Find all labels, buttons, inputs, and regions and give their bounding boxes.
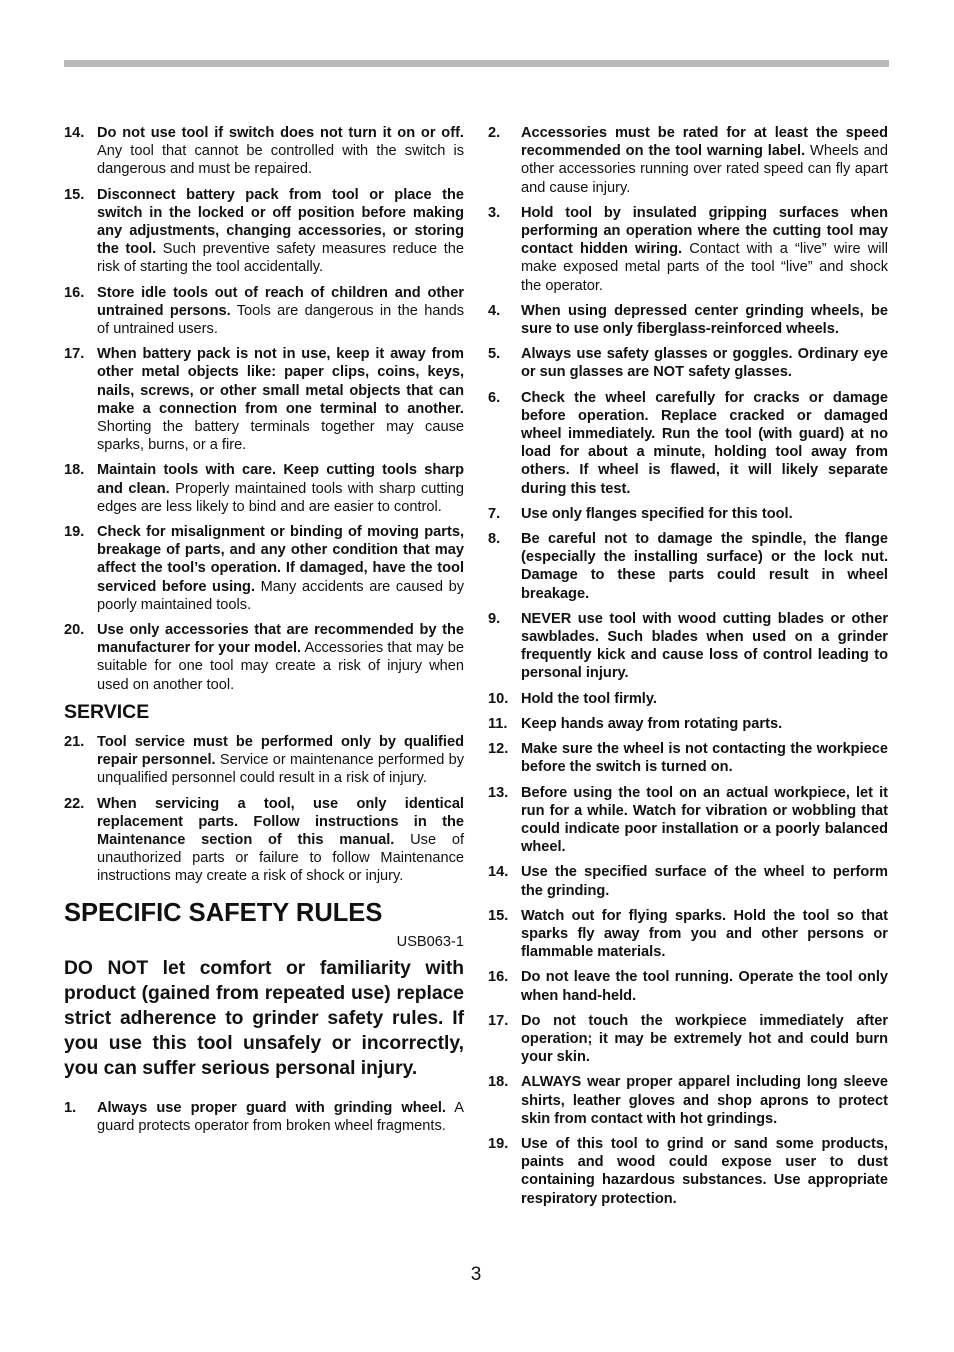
rule-number: 17. [488,1012,509,1029]
rule-number: 22. [64,795,85,812]
rule-item [488,610,888,683]
rule-number: 18. [488,1074,509,1091]
rule-number: 15. [488,907,509,924]
rule-item [488,505,888,523]
rule-text: Service or maintenance performed by unqualified personnel could result in a risk of injury. [97,752,464,787]
rule-item [64,621,464,694]
right-column [488,124,888,1215]
rule-item [488,863,888,899]
rule-text: Any tool that cannot be controlled with the switch is dangerous and must be repaired. [97,143,464,178]
rule-bold-text: Use the specified surface of the wheel to perform the grinding. [521,864,888,899]
rule-bold-text: Always use proper guard with grinding wheel. [97,1099,446,1116]
rule-item [488,715,888,733]
rule-bold-text: ALWAYS wear proper apparel including long sleeve shirts, leather gloves and shop aprons to protect skin from contact with hot grindings. [521,1074,888,1127]
rule-item [488,1073,888,1128]
rule-bold-text: Check the wheel carefully for cracks or damage before operation. Replace cracked or damaged wheel immediately. Run the tool (with guard) at no load for about a minute, holding tool away from others. If wheel is flawed, it will likely separate during this test. [521,389,888,497]
rule-number: 8. [488,531,501,548]
rule-number: 19. [64,524,85,541]
rule-bold-text: Do not leave the tool running. Operate the tool only when hand-held. [521,969,888,1004]
rule-number: 14. [488,864,509,881]
rule-number: 3. [488,204,501,221]
rule-number: 14. [64,125,85,141]
rule-number: 16. [64,284,85,301]
rule-number: 2. [488,125,501,141]
rule-bold-text: NEVER use tool with wood cutting blades or other sawblades. Such blades when used on a grinder frequently kick and cause loss of control leading to personal injury. [521,610,888,682]
rule-number: 17. [64,346,85,363]
rule-bold-text: When using depressed center grinding wheels, be sure to use only fiberglass-reinforced wheels. [521,302,888,338]
rule-text: A guard protects operator from broken wheel fragments. [97,1099,464,1134]
rule-item [488,124,888,197]
service-heading: SERVICE [64,700,150,723]
rule-bold-text: Accessories must be rated for at least the speed recommended on the tool warning label. [521,125,888,160]
rule-item [64,523,464,614]
rule-item [488,1135,888,1208]
rule-number: 5. [488,346,501,363]
rule-number: 15. [64,186,85,203]
rule-bold-text: Disconnect battery pack from tool or place the switch in the locked or off position before making any adjustments, changing accessories, or storing the tool. [97,186,464,258]
rule-bold-text: Use of this tool to grind or sand some products, paints and wood could expose user to dust containing hazardous substances. Use appropriate respiratory protection. [521,1135,888,1207]
rule-number: 12. [488,741,509,758]
document-code: USB063-1 [396,933,464,950]
rule-item [488,204,888,295]
rule-text: Properly maintained tools with sharp cutting edges are less likely to bind and are easier to control. [97,480,464,515]
rule-bold-text: Check for misalignment or binding of moving parts, breakage of parts, and any other condition that may affect the tool’s operation. If damaged, have the tool serviced before using. [97,524,464,595]
rule-bold-text: Tool service must be performed only by qualified repair personnel. [97,733,464,769]
rule-item [488,784,888,857]
rule-text: Use of unauthorized parts or failure to follow Maintenance instructions may create a risk of shock or injury. [97,831,465,885]
rule-item [64,345,464,454]
rule-bold-text: Store idle tools out of reach of children and other untrained persons. [97,284,464,319]
rule-item [488,530,888,603]
rule-bold-text: Do not touch the workpiece immediately after operation; it may be extremely hot and could burn your skin. [521,1012,888,1066]
rule-number: 21. [64,733,85,750]
rule-item [488,345,888,381]
rule-text: Contact with a “live” wire will make exposed metal parts of the tool “live” and shock the operator. [521,241,888,294]
rule-item [488,1012,888,1067]
rule-item [64,461,464,516]
rule-item [488,907,888,962]
rule-item [64,284,464,339]
rule-number: 4. [488,302,501,319]
specific-safety-rules-heading: SPECIFIC SAFETY RULES [64,898,383,927]
rule-bold-text: When battery pack is not in use, keep it away from other metal objects like: paper clips, coins, keys, nails, screws, or other small metal objects that can make a connection from one terminal to another. [97,346,464,417]
rule-text: Many accidents are caused by poorly maintained tools. [97,578,464,613]
rule-bold-text: Maintain tools with care. Keep cutting tools sharp and clean. [97,462,464,497]
header-rule [64,60,889,67]
rule-text: Wheels and other accessories running over rated speed can fly apart and cause injury. [521,143,888,196]
rule-item [64,124,464,179]
rule-number: 6. [488,389,501,406]
rule-item [488,968,888,1004]
rule-bold-text: Hold tool by insulated gripping surfaces when performing an operation where the cutting tool may contact hidden wiring. [521,204,888,258]
rule-number: 10. [488,690,509,707]
rule-text: Such preventive safety measures reduce the risk of starting the tool accidentally. [97,241,464,276]
rule-bold-text: Always use safety glasses or goggles. Ordinary eye or sun glasses are NOT safety glasses. [521,346,888,381]
safety-warning: DO NOT let comfort or familiarity with product (gained from repeated use) replace strict adherence to grinder safety rules. If you use this tool unsafely or incorrectly, you can suffer serious personal injury. [64,957,464,1080]
rule-number: 20. [64,622,85,639]
rule-number: 19. [488,1135,509,1152]
rule-number: 18. [64,462,85,479]
rule-text: Shorting the battery terminals together may cause sparks, burns, or a fire. [97,419,464,454]
rule-bold-text: Watch out for flying sparks. Hold the tool so that sparks fly away from you and other persons or flammable materials. [521,907,888,961]
page-number: 3 [470,1264,482,1285]
rule-bold-text: Use only accessories that are recommended by the manufacturer for your model. [97,622,464,657]
rule-bold-text: Use only flanges specified for this tool. [521,505,793,522]
rule-item [64,795,464,886]
rule-bold-text: Hold the tool firmly. [521,690,657,707]
rule-number: 13. [488,784,509,801]
left-column [64,124,464,1142]
rule-text: Accessories that may be suitable for one tool may create a risk of injury when used on another tool. [97,640,464,693]
rule-bold-text: Keep hands away from rotating parts. [521,715,783,732]
rule-number: 7. [488,505,501,522]
rule-text: Tools are dangerous in the hands of untrained users. [97,302,464,338]
rule-item [64,733,464,788]
rule-item [488,740,888,776]
rule-item [488,302,888,338]
rule-number: 11. [488,715,508,732]
service-rules-list [64,733,464,886]
rule-item [488,389,888,498]
specific-rules-list [64,1099,464,1135]
rule-bold-text: Before using the tool on an actual workpiece, let it run for a while. Watch for vibration or wobbling that could indicate poor installation or a poorly balanced wheel. [521,784,888,856]
rule-item [64,1099,464,1135]
specific-rules-list-continued [488,124,888,1208]
rule-number: 16. [488,969,509,986]
rule-item [64,186,464,277]
rule-number: 9. [488,610,501,627]
rule-bold-text: When servicing a tool, use only identical replacement parts. Follow instructions in the Maintenance section of this manual. [97,795,464,848]
rule-number: 1. [64,1099,77,1116]
rule-bold-text: Be careful not to damage the spindle, the flange (especially the installing surface) or the lock nut. Damage to these parts could result in wheel breakage. [521,531,888,602]
general-rules-list [64,124,464,694]
rule-bold-text: Do not use tool if switch does not turn it on or off. [97,125,464,141]
rule-bold-text: Make sure the wheel is not contacting the workpiece before the switch is turned on. [521,741,888,776]
rule-item [488,690,888,708]
